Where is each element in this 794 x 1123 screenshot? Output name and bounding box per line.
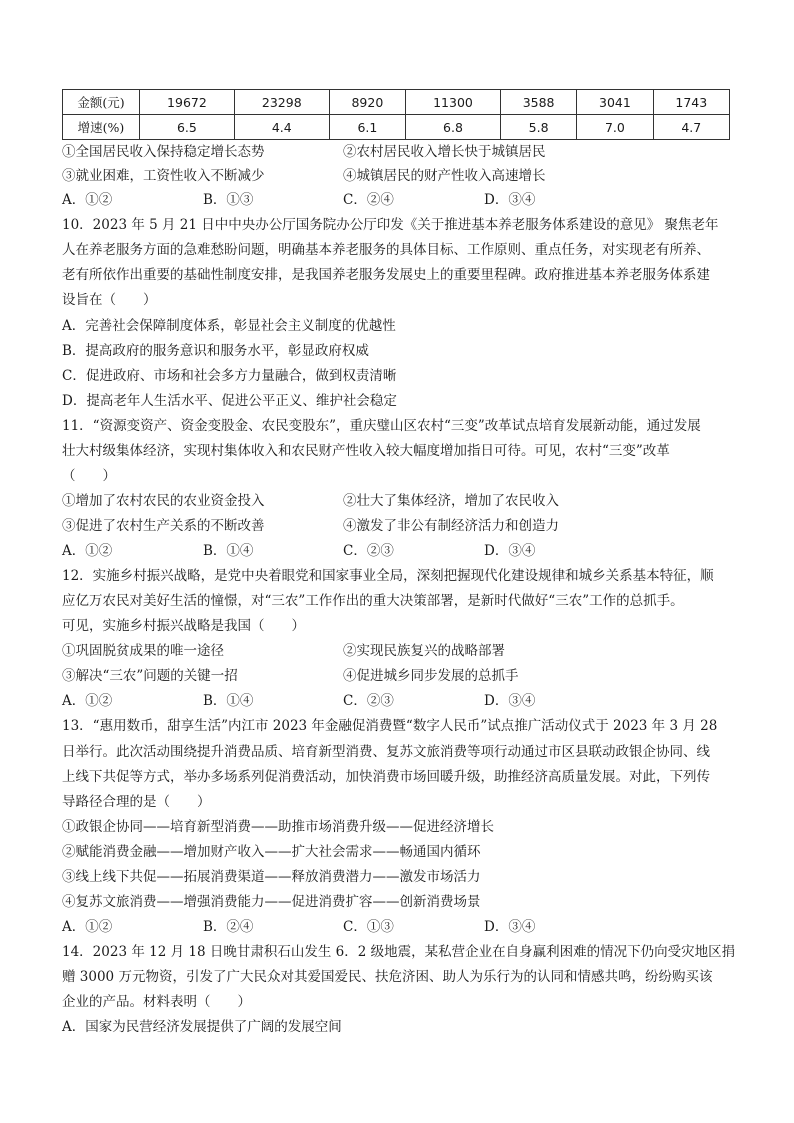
q13-statement-1: ①政银企协同——培育新型消费——助推市场消费升级——促进经济增长 bbox=[62, 819, 494, 835]
income-table bbox=[62, 89, 730, 140]
q12-option-c[interactable]: C．②③ bbox=[343, 693, 394, 709]
q10-stem-line-2: 人在养老服务方面的急难愁盼问题，明确基本养老服务的具体目标、工作原则、重点任务，对实现老有所养、 bbox=[62, 242, 710, 258]
q10-option-c[interactable]: C．促进政府、市场和社会多方力量融合，做到权责清晰 bbox=[62, 368, 397, 384]
q14-option-a[interactable]: A．国家为民营经济发展提供了广阔的发展空间 bbox=[62, 1019, 342, 1035]
q10-stem-line-4: 设旨在（ ） bbox=[62, 292, 157, 308]
table-cell: 3588 bbox=[500, 90, 576, 115]
q11-stem-line-3: （ ） bbox=[62, 468, 116, 484]
q14-stem-line-1: 14．2023 年 12 月 18 日晚甘肃积石山发生 6．2 级地震，某私营企业在自身赢利困难的情况下仍向受灾地区捐 bbox=[62, 944, 736, 960]
table-cell: 3041 bbox=[577, 90, 653, 115]
q12-option-a[interactable]: A．①② bbox=[62, 693, 113, 709]
q13-statement-2: ②赋能消费金融——增加财产收入——扩大社会需求——畅通国内循环 bbox=[62, 844, 481, 860]
table-cell: 7.0 bbox=[577, 115, 653, 140]
q12-statement-2: ②实现民族复兴的战略部署 bbox=[343, 643, 505, 659]
table-row-label: 增速(%) bbox=[63, 115, 140, 140]
q9-statement-2: ②农村居民收入增长快于城镇居民 bbox=[343, 144, 546, 160]
q13-statement-3: ③线上线下共促——拓展消费渠道——释放消费潜力——激发市场活力 bbox=[62, 869, 481, 885]
table-cell: 6.5 bbox=[140, 115, 235, 140]
q12-statement-4: ④促进城乡同步发展的总抓手 bbox=[343, 668, 519, 684]
table-cell: 4.7 bbox=[653, 115, 729, 140]
q13-option-d[interactable]: D．③④ bbox=[484, 919, 536, 935]
table-cell: 8920 bbox=[329, 90, 405, 115]
q13-stem-line-3: 上线下共促等方式，举办多场系列促消费活动，加快消费市场回暖升级，助推经济高质量发展。对此，下列传 bbox=[62, 769, 710, 785]
q9-option-a[interactable]: A．①② bbox=[62, 192, 113, 208]
q14-stem-line-2: 赠 3000 万元物资，引发了广大民众对其爱国爱民、扶危济困、助人为乐行为的认同和情感共鸣，纷纷购买该 bbox=[62, 969, 713, 985]
q10-stem-line-3: 老有所依作出重要的基础性制度安排，是我国养老服务发展史上的重要里程碑。政府推进基本养老服务体系建 bbox=[62, 267, 710, 283]
table-cell: 19672 bbox=[140, 90, 235, 115]
q11-statement-1: ①增加了农村农民的农业资金投入 bbox=[62, 493, 265, 509]
q13-stem-line-2: 日举行。此次活动围绕提升消费品质、培育新型消费、复苏文旅消费等项行动通过市区县联动政银企协同、线 bbox=[62, 744, 710, 760]
q11-option-a[interactable]: A．①② bbox=[62, 543, 113, 559]
q10-option-a[interactable]: A．完善社会保障制度体系，彰显社会主义制度的优越性 bbox=[62, 318, 396, 334]
q9-statement-1: ①全国居民收入保持稳定增长态势 bbox=[62, 144, 265, 160]
q11-stem-line-2: 壮大村级集体经济，实现村集体收入和农民财产性收入较大幅度增加指日可待。可见，农村“三变”改革 bbox=[62, 443, 670, 459]
q13-statement-4: ④复苏文旅消费——增强消费能力——促进消费扩容——创新消费场景 bbox=[62, 894, 481, 910]
q12-option-b[interactable]: B．①④ bbox=[203, 693, 254, 709]
q9-statement-4: ④城镇居民的财产性收入高速增长 bbox=[343, 168, 546, 184]
q11-option-b[interactable]: B．①④ bbox=[203, 543, 254, 559]
q13-stem-line-4: 导路径合理的是（ ） bbox=[62, 794, 211, 810]
q10-option-d[interactable]: D．提高老年人生活水平、促进公平正义、维护社会稳定 bbox=[62, 393, 397, 409]
q13-option-a[interactable]: A．①② bbox=[62, 919, 113, 935]
q12-statement-3: ③解决“三农”问题的关键一招 bbox=[62, 668, 238, 684]
table-cell: 23298 bbox=[234, 90, 329, 115]
q13-option-c[interactable]: C．①③ bbox=[343, 919, 394, 935]
q9-option-d[interactable]: D．③④ bbox=[484, 192, 536, 208]
q11-statement-2: ②壮大了集体经济，增加了农民收入 bbox=[343, 493, 559, 509]
q12-statement-1: ①巩固脱贫成果的唯一途径 bbox=[62, 643, 224, 659]
q12-stem-line-2: 应亿万农民对美好生活的憧憬，对“三农”工作作出的重大决策部署，是新时代做好“三农”工作的总抓手。 bbox=[62, 593, 684, 609]
q9-option-b[interactable]: B．①③ bbox=[203, 192, 254, 208]
table-row bbox=[63, 115, 730, 140]
q11-stem-line-1: 11．“资源变资产、资金变股金、农民变股东”，重庆璧山区农村“三变”改革试点培育发展新动能，通过发展 bbox=[62, 418, 701, 434]
q11-statement-3: ③促进了农村生产关系的不断改善 bbox=[62, 518, 265, 534]
q11-statement-4: ④激发了非公有制经济活力和创造力 bbox=[343, 518, 559, 534]
q14-stem-line-3: 企业的产品。材料表明（ ） bbox=[62, 994, 251, 1010]
q9-statement-3: ③就业困难，工资性收入不断减少 bbox=[62, 168, 265, 184]
q13-option-b[interactable]: B．②④ bbox=[203, 919, 254, 935]
table-row-label: 金额(元) bbox=[63, 90, 140, 115]
q12-stem-line-1: 12．实施乡村振兴战略，是党中央着眼党和国家事业全局，深刻把握现代化建设规律和城乡关系基本特征，顺 bbox=[62, 568, 714, 584]
q12-option-d[interactable]: D．③④ bbox=[484, 693, 536, 709]
q11-option-c[interactable]: C．②③ bbox=[343, 543, 394, 559]
q13-stem-line-1: 13．“惠用数币，甜享生活”内江市 2023 年金融促消费暨“数字人民币”试点推广活动仪式于 2023 年 3 月 28 bbox=[62, 718, 718, 734]
table-row bbox=[63, 90, 730, 115]
q9-option-c[interactable]: C．②④ bbox=[343, 192, 394, 208]
q12-stem-line-3: 可见，实施乡村振兴战略是我国（ ） bbox=[62, 618, 305, 634]
table-cell: 1743 bbox=[653, 90, 729, 115]
table-cell: 11300 bbox=[406, 90, 501, 115]
table-cell: 4.4 bbox=[234, 115, 329, 140]
q11-option-d[interactable]: D．③④ bbox=[484, 543, 536, 559]
table-cell: 5.8 bbox=[500, 115, 576, 140]
table-cell: 6.8 bbox=[406, 115, 501, 140]
table-cell: 6.1 bbox=[329, 115, 405, 140]
q10-stem-line-1: 10．2023 年 5 月 21 日中中央办公厅国务院办公厅印发《关于推进基本养老服务体系建设的意见》 聚焦老年 bbox=[62, 217, 719, 233]
q10-option-b[interactable]: B．提高政府的服务意识和服务水平，彰显政府权威 bbox=[62, 343, 369, 359]
